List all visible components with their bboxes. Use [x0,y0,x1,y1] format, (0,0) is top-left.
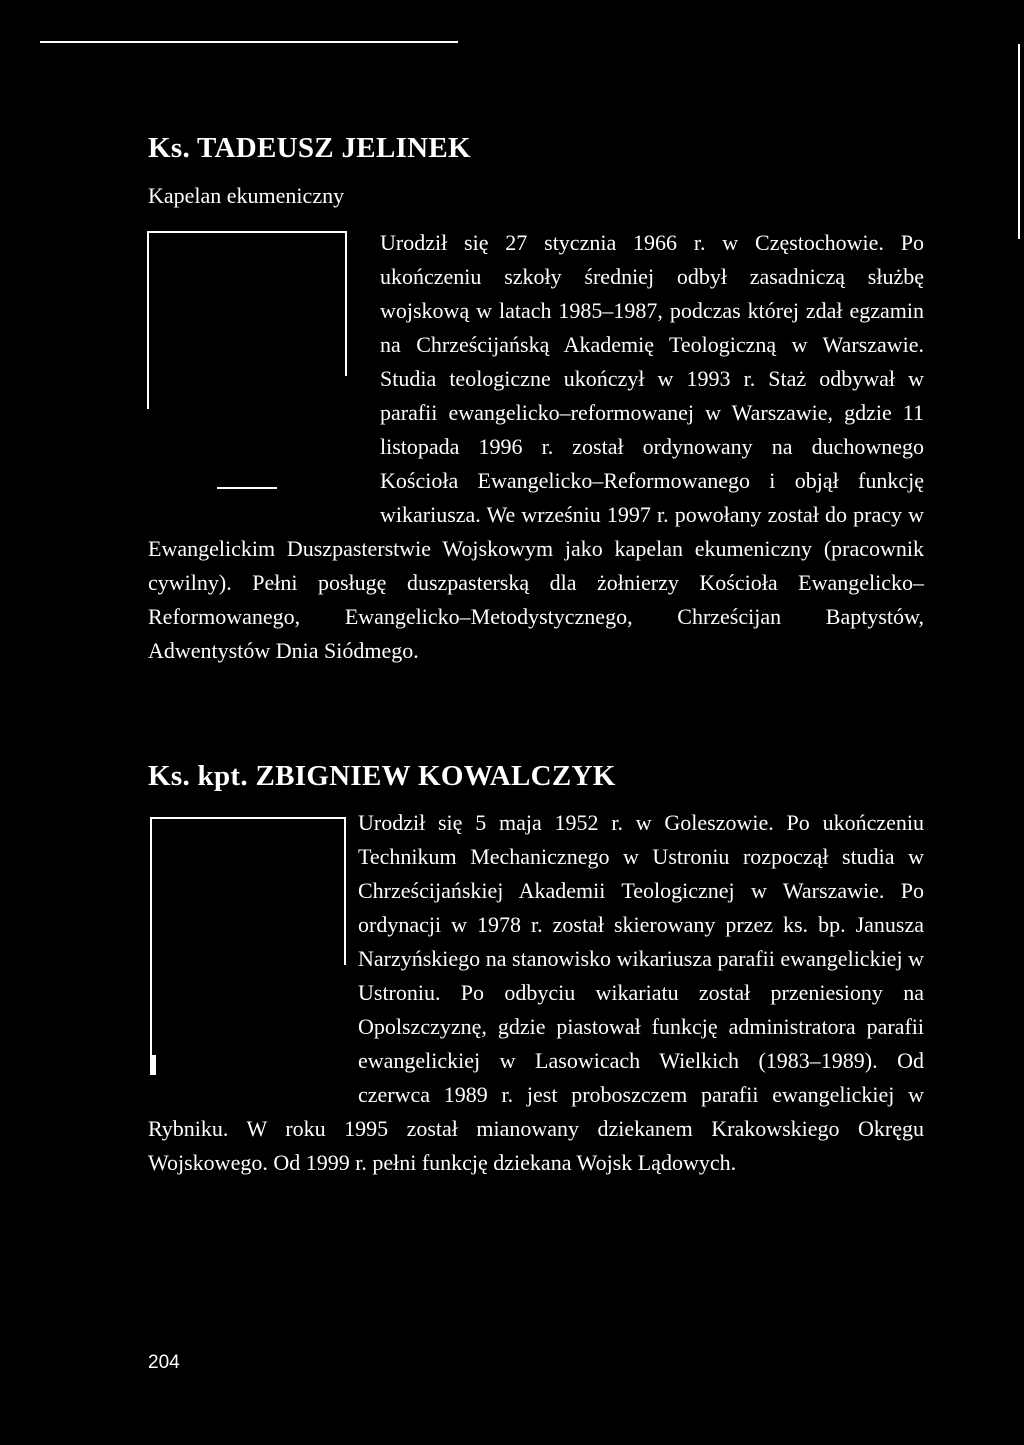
right-edge-rule [1018,44,1020,239]
top-rule [40,41,458,43]
entry-1-bio-block [148,226,924,668]
entry-2-bio-block [148,806,924,1180]
page-number: 204 [148,1352,180,1373]
entry-2-bio: Urodził się 5 maja 1952 r. w Goleszowie. Po ukończeniu Technikum Mechanicznego w Ustroniu rozpoczął studia w Chrześcijańskiej Akademii Teologicznej w Warszawie. Po ordynacji w 1978 r. został skierowany przez ks. bp. Janusza Narzyńskiego na stanowisko wikariusza parafii ewangelickiej w Ustroniu. Po odbyciu wikariatu został przeniesiony na Opolszczyznę, gdzie piastował funkcję administratora parafii ewangelickiej w Lasowicach Wielkich (1983–1989). Od czerwca 1989 r. jest proboszczem parafii ewangelickiej w Rybniku. W roku 1995 został mianowany dziekanem Krakowskiego Okręgu Wojskowego. Od 1999 r. pełni funkcję dziekana Wojsk Lądowych. [148,810,924,1175]
entry-1-bio: Urodził się 27 stycznia 1966 r. w Częstochowie. Po ukończeniu szkoły średniej odbył zasadniczą służbę wojskową w latach 1985–1987, podczas której zdał egzamin na Chrześcijańską Akademię Teologiczną w Warszawie. Studia teologiczne ukończył w 1993 r. Staż odbywał w parafii ewangelicko–reformowanej w Warszawie, gdzie 11 listopada 1996 r. został ordynowany na duchownego Kościoła Ewangelicko–Reformowanego i objął funkcję wikariusza. We wrześniu 1997 r. powołany został do pracy w Ewangelickim Duszpasterstwie Wojskowym jako kapelan ekumeniczny (pracownik cywilny). Pełni posługę duszpasterską dla żołnierzy Kościoła Ewangelicko–Reformowanego, Ewangelicko–Metodystycznego, Chrześcijan Baptystów, Adwentystów Dnia Siódmego. [148,230,924,663]
entry-1-subtitle: Kapelan ekumeniczny [148,183,345,208]
entry-1-title: Ks. TADEUSZ JELINEK [148,132,471,164]
entry-2-title: Ks. kpt. ZBIGNIEW KOWALCZYK [148,760,616,792]
